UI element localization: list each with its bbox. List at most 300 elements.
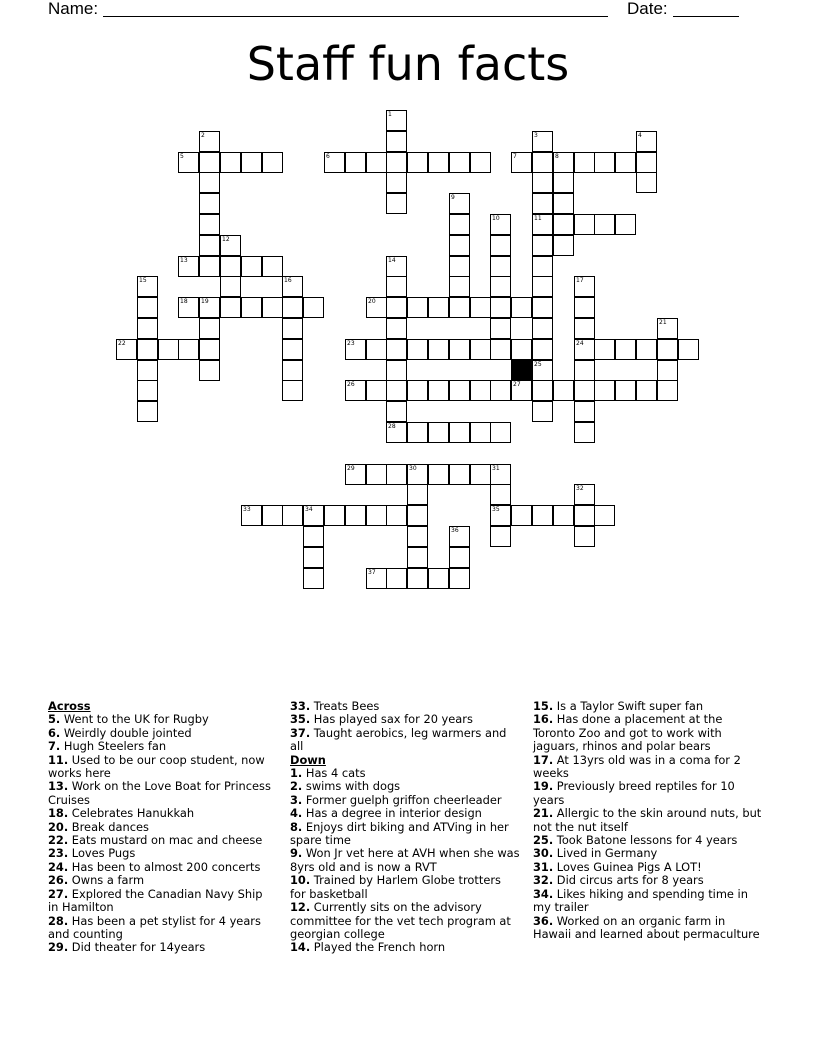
clue-number: 30 xyxy=(409,465,417,472)
clue-number: 4. xyxy=(290,806,303,821)
grid-cell[interactable] xyxy=(158,339,179,360)
grid-cell[interactable] xyxy=(178,152,199,173)
grid-cell[interactable] xyxy=(449,152,470,173)
grid-cell[interactable] xyxy=(532,297,553,318)
grid-cell[interactable] xyxy=(366,464,387,485)
clue-number: 35 xyxy=(492,506,500,513)
clue-number: 8 xyxy=(555,153,559,160)
grid-cell[interactable] xyxy=(574,297,595,318)
grid-cell[interactable] xyxy=(594,339,615,360)
grid-cell[interactable] xyxy=(511,297,532,318)
clue-item xyxy=(533,700,765,713)
clue-number: 1 xyxy=(388,111,392,118)
grid-cell[interactable] xyxy=(407,380,428,401)
grid-cell[interactable] xyxy=(220,235,241,256)
clue-number: 28. xyxy=(48,913,69,928)
grid-cell[interactable] xyxy=(386,256,407,277)
clue-text: Break dances xyxy=(68,819,149,834)
grid-cell[interactable] xyxy=(220,152,241,173)
clue-number: 14. xyxy=(290,940,311,955)
grid-cell[interactable] xyxy=(490,339,511,360)
clue-number: 21. xyxy=(533,806,554,821)
grid-cell[interactable] xyxy=(282,276,303,297)
clues-column-1 xyxy=(48,700,274,955)
grid-cell[interactable] xyxy=(199,339,220,360)
grid-cell[interactable] xyxy=(574,339,595,360)
grid-cell[interactable] xyxy=(470,464,491,485)
clue-item xyxy=(533,780,765,807)
clue-item xyxy=(48,874,274,887)
across-clue-list xyxy=(48,713,274,954)
grid-cell[interactable] xyxy=(511,505,532,526)
grid-cell[interactable] xyxy=(449,256,470,277)
grid-cell[interactable] xyxy=(449,568,470,589)
clue-number: 32 xyxy=(576,485,584,492)
clue-number: 32. xyxy=(533,873,554,888)
grid-cell[interactable] xyxy=(386,318,407,339)
clue-item xyxy=(48,941,274,954)
clue-item xyxy=(533,861,765,874)
grid-cell[interactable] xyxy=(386,110,407,131)
clue-text: Treats Bees xyxy=(310,699,380,713)
clue-number: 18 xyxy=(180,298,188,305)
grid-cell[interactable] xyxy=(386,152,407,173)
grid-cell[interactable] xyxy=(449,422,470,443)
grid-cell[interactable] xyxy=(282,339,303,360)
clue-number: 28 xyxy=(388,423,396,430)
clue-number: 8. xyxy=(290,819,303,834)
grid-cell[interactable] xyxy=(199,235,220,256)
grid-cell[interactable] xyxy=(553,380,574,401)
grid-cell[interactable] xyxy=(386,464,407,485)
grid-cell[interactable] xyxy=(470,339,491,360)
grid-cell[interactable] xyxy=(532,401,553,422)
grid-cell[interactable] xyxy=(386,276,407,297)
clue-text: Hugh Steelers fan xyxy=(60,739,167,754)
clue-number: 3 xyxy=(534,132,538,139)
clue-number: 14 xyxy=(388,257,396,264)
grid-cell[interactable] xyxy=(137,297,158,318)
grid-cell[interactable] xyxy=(407,526,428,547)
clue-number: 22 xyxy=(118,340,126,347)
grid-cell[interactable] xyxy=(407,568,428,589)
clue-number: 13 xyxy=(180,257,188,264)
grid-cell[interactable] xyxy=(386,297,407,318)
grid-cell[interactable] xyxy=(241,256,262,277)
grid-cell[interactable] xyxy=(490,256,511,277)
grid-cell[interactable] xyxy=(366,568,387,589)
grid-cell[interactable] xyxy=(574,484,595,505)
grid-cell[interactable] xyxy=(449,214,470,235)
clue-number: 27. xyxy=(48,886,69,901)
grid-cell[interactable] xyxy=(303,547,324,568)
clue-text: Explored the Canadian Navy Ship in Hamilton xyxy=(48,886,263,915)
clue-text: Lived in Germany xyxy=(553,846,658,861)
grid-cell[interactable] xyxy=(137,276,158,297)
clue-number: 7 xyxy=(513,153,517,160)
grid-cell[interactable] xyxy=(199,360,220,381)
clue-text: Enjoys dirt biking and ATVing in her spare time xyxy=(290,819,509,848)
grid-cell[interactable] xyxy=(220,256,241,277)
grid-cell[interactable] xyxy=(407,547,428,568)
grid-cell[interactable] xyxy=(594,505,615,526)
clue-text: Won Jr vet here at AVH when she was 8yrs old and is now a RVT xyxy=(290,846,520,874)
grid-cell[interactable] xyxy=(532,235,553,256)
clue-number: 15 xyxy=(139,277,147,284)
grid-cell[interactable] xyxy=(449,464,470,485)
grid-cell[interactable] xyxy=(345,152,366,173)
grid-cell[interactable] xyxy=(428,380,449,401)
clue-item xyxy=(290,780,520,793)
grid-cell[interactable] xyxy=(324,505,345,526)
grid-cell[interactable] xyxy=(428,568,449,589)
grid-cell[interactable] xyxy=(594,380,615,401)
clue-item xyxy=(533,713,765,753)
down-clue-list-continued xyxy=(533,700,765,941)
grid-cell[interactable] xyxy=(490,318,511,339)
grid-cell[interactable] xyxy=(220,276,241,297)
clue-number: 16 xyxy=(284,277,292,284)
grid-cell[interactable] xyxy=(241,505,262,526)
grid-cell[interactable] xyxy=(532,131,553,152)
grid-cell[interactable] xyxy=(407,152,428,173)
clue-number: 5 xyxy=(180,153,184,160)
grid-cell[interactable] xyxy=(490,526,511,547)
grid-cell[interactable] xyxy=(532,152,553,173)
grid-cell[interactable] xyxy=(386,131,407,152)
grid-cell[interactable] xyxy=(386,380,407,401)
grid-cell[interactable] xyxy=(511,380,532,401)
clue-item xyxy=(290,713,520,726)
across-heading: Across xyxy=(48,699,91,713)
clue-number: 1. xyxy=(290,766,303,781)
clue-text: Owns a farm xyxy=(68,873,145,888)
clue-item xyxy=(290,794,520,807)
grid-cell[interactable] xyxy=(282,318,303,339)
grid-cell[interactable] xyxy=(532,214,553,235)
grid-cell[interactable] xyxy=(657,318,678,339)
clue-item xyxy=(533,847,765,860)
clue-item xyxy=(48,834,274,847)
grid-cell[interactable] xyxy=(574,422,595,443)
grid-cell[interactable] xyxy=(574,214,595,235)
grid-cell[interactable] xyxy=(532,172,553,193)
grid-cell[interactable] xyxy=(594,152,615,173)
grid-cell[interactable] xyxy=(137,318,158,339)
clue-number: 21 xyxy=(659,319,667,326)
grid-cell[interactable] xyxy=(490,297,511,318)
grid-cell[interactable] xyxy=(386,339,407,360)
clue-text: Likes hiking and spending time in my trailer xyxy=(533,886,748,915)
grid-cell[interactable] xyxy=(490,380,511,401)
clue-number: 22. xyxy=(48,833,69,848)
grid-cell[interactable] xyxy=(449,193,470,214)
grid-cell[interactable] xyxy=(282,380,303,401)
clue-number: 3. xyxy=(290,792,303,807)
grid-cell[interactable] xyxy=(553,172,574,193)
grid-cell[interactable] xyxy=(553,235,574,256)
clue-item xyxy=(48,915,274,942)
grid-cell[interactable] xyxy=(386,568,407,589)
clue-number: 24 xyxy=(576,340,584,347)
clue-item xyxy=(48,754,274,781)
grid-cell[interactable] xyxy=(449,339,470,360)
clue-text: Trained by Harlem Globe trotters for basketball xyxy=(290,873,501,901)
clue-item xyxy=(290,821,520,848)
clue-text: Played the French horn xyxy=(310,940,446,955)
grid-cell[interactable] xyxy=(490,276,511,297)
grid-cell[interactable] xyxy=(511,339,532,360)
clue-text: Is a Taylor Swift super fan xyxy=(553,699,704,713)
grid-cell[interactable] xyxy=(490,505,511,526)
clue-item xyxy=(533,874,765,887)
grid-cell[interactable] xyxy=(615,380,636,401)
clue-item xyxy=(48,807,274,820)
grid-cell[interactable] xyxy=(470,422,491,443)
grid-cell[interactable] xyxy=(615,214,636,235)
clue-item xyxy=(533,888,765,915)
grid-cell[interactable] xyxy=(386,422,407,443)
grid-cell[interactable] xyxy=(386,401,407,422)
clue-number: 6 xyxy=(326,153,330,160)
clue-number: 31 xyxy=(492,465,500,472)
grid-cell[interactable] xyxy=(241,297,262,318)
grid-cell[interactable] xyxy=(532,276,553,297)
grid-cell[interactable] xyxy=(574,380,595,401)
clue-text: Has played sax for 20 years xyxy=(310,712,473,727)
grid-cell[interactable] xyxy=(199,297,220,318)
clue-number: 2 xyxy=(201,132,205,139)
grid-cell[interactable] xyxy=(303,526,324,547)
grid-cell[interactable] xyxy=(366,339,387,360)
grid-cell[interactable] xyxy=(262,505,283,526)
grid-cell[interactable] xyxy=(178,297,199,318)
grid-cell[interactable] xyxy=(282,360,303,381)
clue-number: 10. xyxy=(290,873,311,888)
clue-number: 25 xyxy=(534,361,542,368)
grid-cell[interactable] xyxy=(449,380,470,401)
grid-cell[interactable] xyxy=(615,152,636,173)
grid-cell[interactable] xyxy=(199,131,220,152)
clue-text: Taught aerobics, leg warmers and all xyxy=(290,725,507,754)
grid-cell[interactable] xyxy=(386,193,407,214)
grid-cell[interactable] xyxy=(303,568,324,589)
clue-number: 16. xyxy=(533,712,554,727)
grid-cell[interactable] xyxy=(345,464,366,485)
clue-text: Took Batone lessons for 4 years xyxy=(553,833,738,848)
clue-text: Work on the Love Boat for Princess Cruises xyxy=(48,779,271,807)
grid-cell[interactable] xyxy=(636,172,657,193)
clue-text: Did circus arts for 8 years xyxy=(553,873,704,888)
grid-cell[interactable] xyxy=(137,360,158,381)
clue-number: 11. xyxy=(48,752,69,767)
grid-cell[interactable] xyxy=(262,256,283,277)
grid-cell[interactable] xyxy=(532,339,553,360)
grid-cell[interactable] xyxy=(490,214,511,235)
grid-cell[interactable] xyxy=(636,339,657,360)
clue-number: 37. xyxy=(290,725,311,740)
grid-cell[interactable] xyxy=(532,256,553,277)
clue-number: 36 xyxy=(451,527,459,534)
grid-cell[interactable] xyxy=(470,380,491,401)
clue-text: Worked on an organic farm in Hawaii and learned about permaculture xyxy=(533,913,760,941)
clue-item xyxy=(290,767,520,780)
grid-cell[interactable] xyxy=(137,339,158,360)
grid-cell[interactable] xyxy=(428,297,449,318)
clue-text: Previously breed reptiles for 10 years xyxy=(533,779,735,807)
clue-number: 24. xyxy=(48,859,69,874)
grid-cell[interactable] xyxy=(199,193,220,214)
down-heading: Down xyxy=(290,752,326,767)
grid-cell[interactable] xyxy=(199,214,220,235)
clue-number: 29. xyxy=(48,940,69,955)
grid-cell[interactable] xyxy=(574,526,595,547)
clue-item xyxy=(290,727,520,754)
grid-cell[interactable] xyxy=(594,214,615,235)
clue-item xyxy=(290,807,520,820)
grid-cell[interactable] xyxy=(490,464,511,485)
grid-cell[interactable] xyxy=(386,360,407,381)
grid-cell[interactable] xyxy=(303,297,324,318)
grid-cell[interactable] xyxy=(636,152,657,173)
clue-text: Did theater for 14years xyxy=(68,940,206,955)
clue-number: 17 xyxy=(576,277,584,284)
grid-cell[interactable] xyxy=(178,339,199,360)
grid-cell[interactable] xyxy=(366,297,387,318)
clue-text: Allergic to the skin around nuts, but not the nut itself xyxy=(533,806,762,834)
name-label: Name: xyxy=(48,0,99,18)
grid-cell[interactable] xyxy=(532,360,553,381)
grid-cell[interactable] xyxy=(574,318,595,339)
grid-cell[interactable] xyxy=(553,152,574,173)
grid-cell[interactable] xyxy=(470,297,491,318)
grid-cell[interactable] xyxy=(449,297,470,318)
grid-cell[interactable] xyxy=(574,505,595,526)
grid-cell[interactable] xyxy=(407,484,428,505)
grid-cell[interactable] xyxy=(657,380,678,401)
grid-cell[interactable] xyxy=(345,380,366,401)
grid-cell[interactable] xyxy=(574,360,595,381)
grid-cell[interactable] xyxy=(428,339,449,360)
grid-cell[interactable] xyxy=(511,152,532,173)
grid-cell[interactable] xyxy=(470,152,491,173)
clue-item xyxy=(290,874,520,901)
grid-cell[interactable] xyxy=(532,318,553,339)
grid-cell[interactable] xyxy=(407,505,428,526)
date-label: Date: xyxy=(627,0,668,18)
clue-number: 34. xyxy=(533,886,554,901)
clue-number: 13. xyxy=(48,779,69,794)
grid-cell[interactable] xyxy=(366,380,387,401)
grid-cell[interactable] xyxy=(574,276,595,297)
clue-item xyxy=(533,807,765,834)
clue-text: Has a degree in interior design xyxy=(302,806,482,821)
clue-number: 33. xyxy=(290,699,311,713)
grid-cell[interactable] xyxy=(345,339,366,360)
grid-cell[interactable] xyxy=(615,339,636,360)
clue-number: 26 xyxy=(347,381,355,388)
grid-cell[interactable] xyxy=(574,401,595,422)
grid-cell[interactable] xyxy=(386,172,407,193)
grid-cell[interactable] xyxy=(574,152,595,173)
clue-item xyxy=(48,847,274,860)
clue-number: 9. xyxy=(290,846,303,861)
grid-cell[interactable] xyxy=(532,193,553,214)
clue-number: 18. xyxy=(48,806,69,821)
grid-cell[interactable] xyxy=(303,505,324,526)
grid-cell[interactable] xyxy=(636,131,657,152)
clue-number: 10 xyxy=(492,215,500,222)
grid-cell[interactable] xyxy=(137,401,158,422)
clue-number: 15. xyxy=(533,699,554,713)
clue-item xyxy=(48,740,274,753)
grid-cell[interactable] xyxy=(282,505,303,526)
clue-number: 20. xyxy=(48,819,69,834)
grid-cell[interactable] xyxy=(553,193,574,214)
grid-cell[interactable] xyxy=(407,464,428,485)
grid-cell[interactable] xyxy=(262,297,283,318)
grid-cell[interactable] xyxy=(428,464,449,485)
clues-column-3 xyxy=(533,700,765,941)
grid-cell[interactable] xyxy=(366,505,387,526)
clue-number: 36. xyxy=(533,913,554,928)
grid-cell[interactable] xyxy=(178,256,199,277)
grid-cell[interactable] xyxy=(449,526,470,547)
clue-number: 35. xyxy=(290,712,311,727)
grid-cell[interactable] xyxy=(449,235,470,256)
grid-cell[interactable] xyxy=(428,422,449,443)
grid-cell[interactable] xyxy=(407,339,428,360)
grid-cell[interactable] xyxy=(657,339,678,360)
grid-cell[interactable] xyxy=(199,318,220,339)
grid-cell[interactable] xyxy=(345,505,366,526)
grid-cell[interactable] xyxy=(428,152,449,173)
clue-number: 30. xyxy=(533,846,554,861)
clue-text: At 13yrs old was in a coma for 2 weeks xyxy=(533,752,741,781)
grid-cell[interactable] xyxy=(532,505,553,526)
grid-cell[interactable] xyxy=(407,297,428,318)
grid-cell[interactable] xyxy=(449,547,470,568)
grid-cell[interactable] xyxy=(553,214,574,235)
grid-cell[interactable] xyxy=(657,360,678,381)
grid-cell[interactable] xyxy=(137,380,158,401)
grid-cell[interactable] xyxy=(490,235,511,256)
grid-cell[interactable] xyxy=(116,339,137,360)
grid-cell[interactable] xyxy=(199,152,220,173)
grid-cell[interactable] xyxy=(553,505,574,526)
grid-cell[interactable] xyxy=(324,152,345,173)
grid-cell[interactable] xyxy=(220,297,241,318)
grid-cell[interactable] xyxy=(490,422,511,443)
grid-cell[interactable] xyxy=(532,380,553,401)
grid-cell[interactable] xyxy=(449,276,470,297)
grid-cell[interactable] xyxy=(199,172,220,193)
grid-cell[interactable] xyxy=(262,152,283,173)
clue-item xyxy=(48,727,274,740)
grid-cell[interactable] xyxy=(636,380,657,401)
grid-cell[interactable] xyxy=(282,297,303,318)
grid-cell[interactable] xyxy=(407,422,428,443)
clue-item xyxy=(533,834,765,847)
grid-cell[interactable] xyxy=(386,505,407,526)
grid-cell[interactable] xyxy=(241,152,262,173)
grid-cell[interactable] xyxy=(199,256,220,277)
clue-item xyxy=(290,901,520,941)
grid-cell[interactable] xyxy=(366,152,387,173)
grid-cell[interactable] xyxy=(490,484,511,505)
grid-cell[interactable] xyxy=(678,339,699,360)
clue-number: 27 xyxy=(513,381,521,388)
